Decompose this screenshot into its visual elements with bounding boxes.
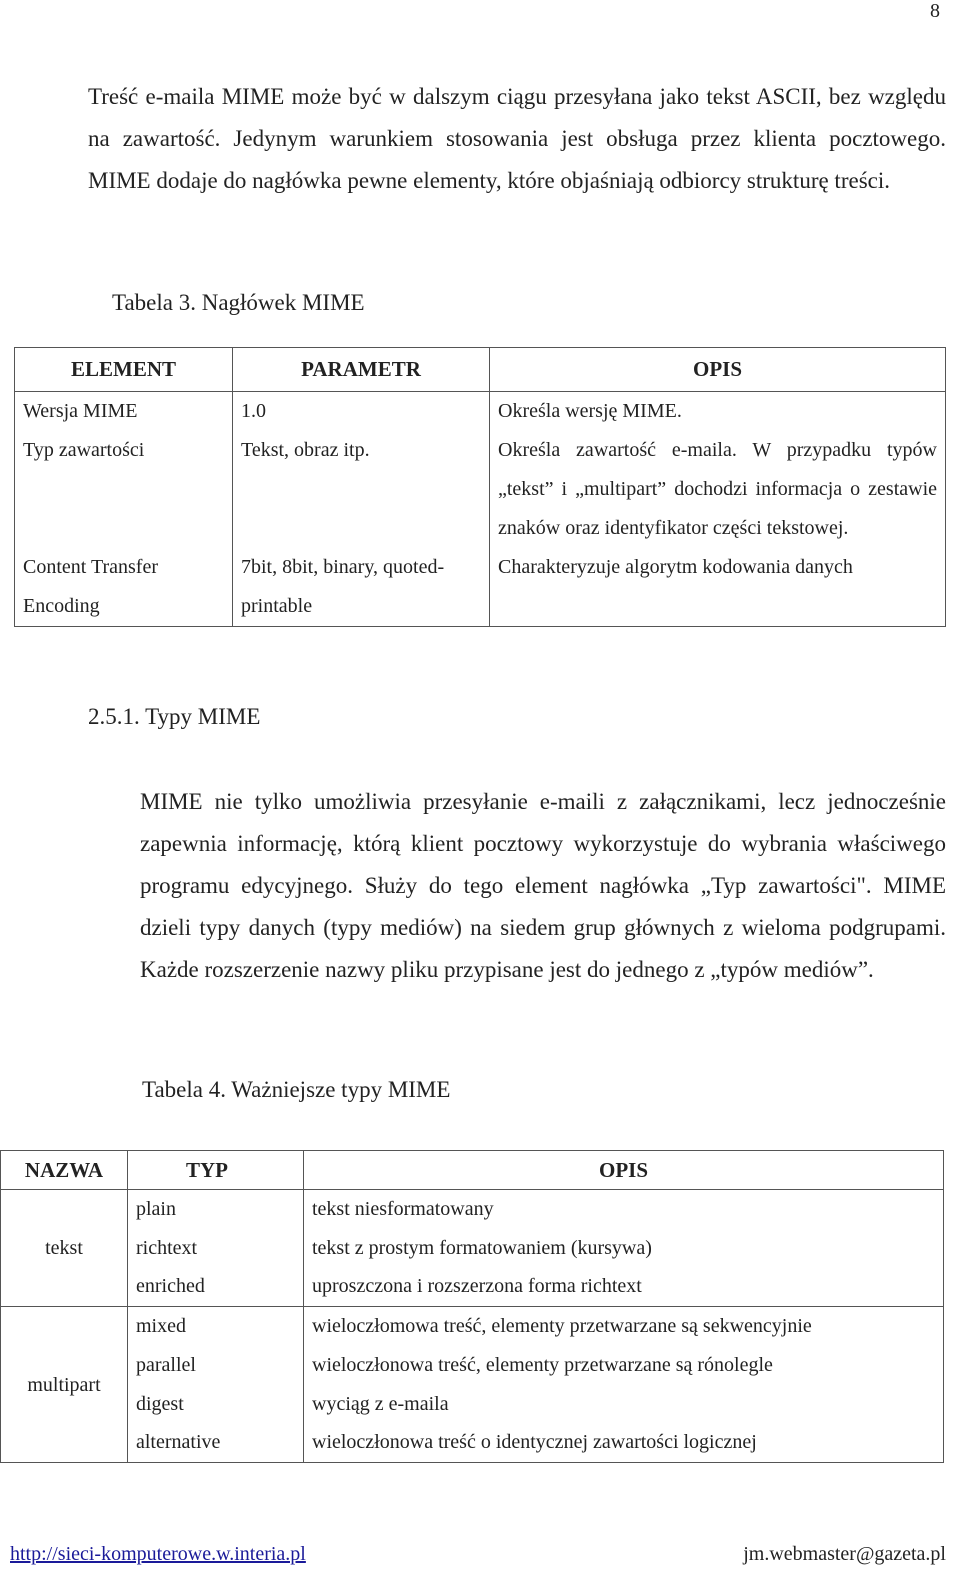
description-item: wieloczłonowa treść o identycznej zawartości logicznej [312, 1431, 757, 1454]
footer-website-link[interactable]: http://sieci-komputerowe.w.interia.pl [10, 1543, 306, 1565]
table-cell: Typ zawartości [15, 431, 233, 548]
type-list [128, 1307, 304, 1463]
table2-header-typ: TYP [128, 1151, 304, 1190]
type-item: richtext [136, 1236, 198, 1259]
intro-paragraph: Treść e-maila MIME może być w dalszym ciągu przesyłana jako tekst ASCII, bez względu na zawartość. Jedynym warunkiem stosowania jest obsługa przez klienta pocztowego. MIME dodaje do nagłówka pewne elementy, które objaśniają odbiorcy strukturę treści. [88, 84, 946, 193]
group-name: multipart [1, 1307, 128, 1463]
type-item: enriched [136, 1275, 205, 1298]
table-row [15, 548, 946, 627]
table-cell: Tekst, obraz itp. [233, 431, 490, 548]
table-cell: Określa wersję MIME. [490, 392, 946, 432]
description-item: uproszczona i rozszerzona forma richtext [312, 1275, 642, 1298]
type-list [128, 1190, 304, 1307]
description-list [304, 1307, 944, 1463]
table-row [1, 1307, 944, 1463]
table-row [15, 392, 946, 432]
table2-header-nazwa: NAZWA [1, 1151, 128, 1190]
type-item: alternative [136, 1431, 221, 1454]
table-cell: 1.0 [233, 392, 490, 432]
table1-caption: Tabela 3. Nagłówek MIME [112, 290, 365, 315]
mime-header-table [14, 347, 946, 627]
description-item: wieloczłonowa treść, elementy przetwarzane są rónolegle [312, 1353, 773, 1376]
description-item: tekst z prostym formatowaniem (kursywa) [312, 1236, 652, 1259]
table-row [1, 1190, 944, 1307]
section-title: 2.5.1. Typy MIME [88, 704, 261, 729]
table-row [15, 431, 946, 548]
table-cell: Wersja MIME [15, 392, 233, 432]
page-number: 8 [930, 0, 940, 22]
table2-header-opis: OPIS [304, 1151, 944, 1190]
description-item: wyciąg z e-maila [312, 1392, 449, 1415]
description-item: wieloczłomowa treść, elementy przetwarzane są sekwencyjnie [312, 1315, 812, 1338]
type-item: mixed [136, 1315, 186, 1338]
table-cell: Określa zawartość e-maila. W przypadku typów „tekst” i „multipart” dochodzi informacja o zestawie znaków oraz identyfikator części tekstowej. [490, 431, 946, 548]
table1-header-opis: OPIS [490, 348, 946, 392]
footer-email: jm.webmaster@gazeta.pl [743, 1543, 946, 1565]
mime-types-table [0, 1150, 944, 1463]
description-item: tekst niesformatowany [312, 1198, 494, 1220]
description-list [304, 1190, 944, 1307]
table-cell: Content Transfer Encoding [15, 548, 233, 627]
table-cell: 7bit, 8bit, binary, quoted-printable [233, 548, 490, 627]
table1-header-element: ELEMENT [15, 348, 233, 392]
table-cell: Charakteryzuje algorytm kodowania danych [490, 548, 946, 627]
type-item: parallel [136, 1353, 196, 1376]
group-name: tekst [1, 1190, 128, 1307]
table1-header-parametr: PARAMETR [233, 348, 490, 392]
type-item: plain [136, 1198, 176, 1220]
table2-caption: Tabela 4. Ważniejsze typy MIME [142, 1077, 451, 1102]
type-item: digest [136, 1392, 184, 1415]
section-paragraph: MIME nie tylko umożliwia przesyłanie e-maili z załącznikami, lecz jednocześnie zapewnia informację, którą klient pocztowy wykorzystuje do wybrania właściwego programu edycyjnego. Służy do tego element nagłówka „Typ zawartości". MIME dzieli typy danych (typy mediów) na siedem grup głównych z wieloma podgrupami. Każde rozszerzenie nazwy pliku przypisane jest do jednego z „typów mediów”. [140, 789, 946, 982]
